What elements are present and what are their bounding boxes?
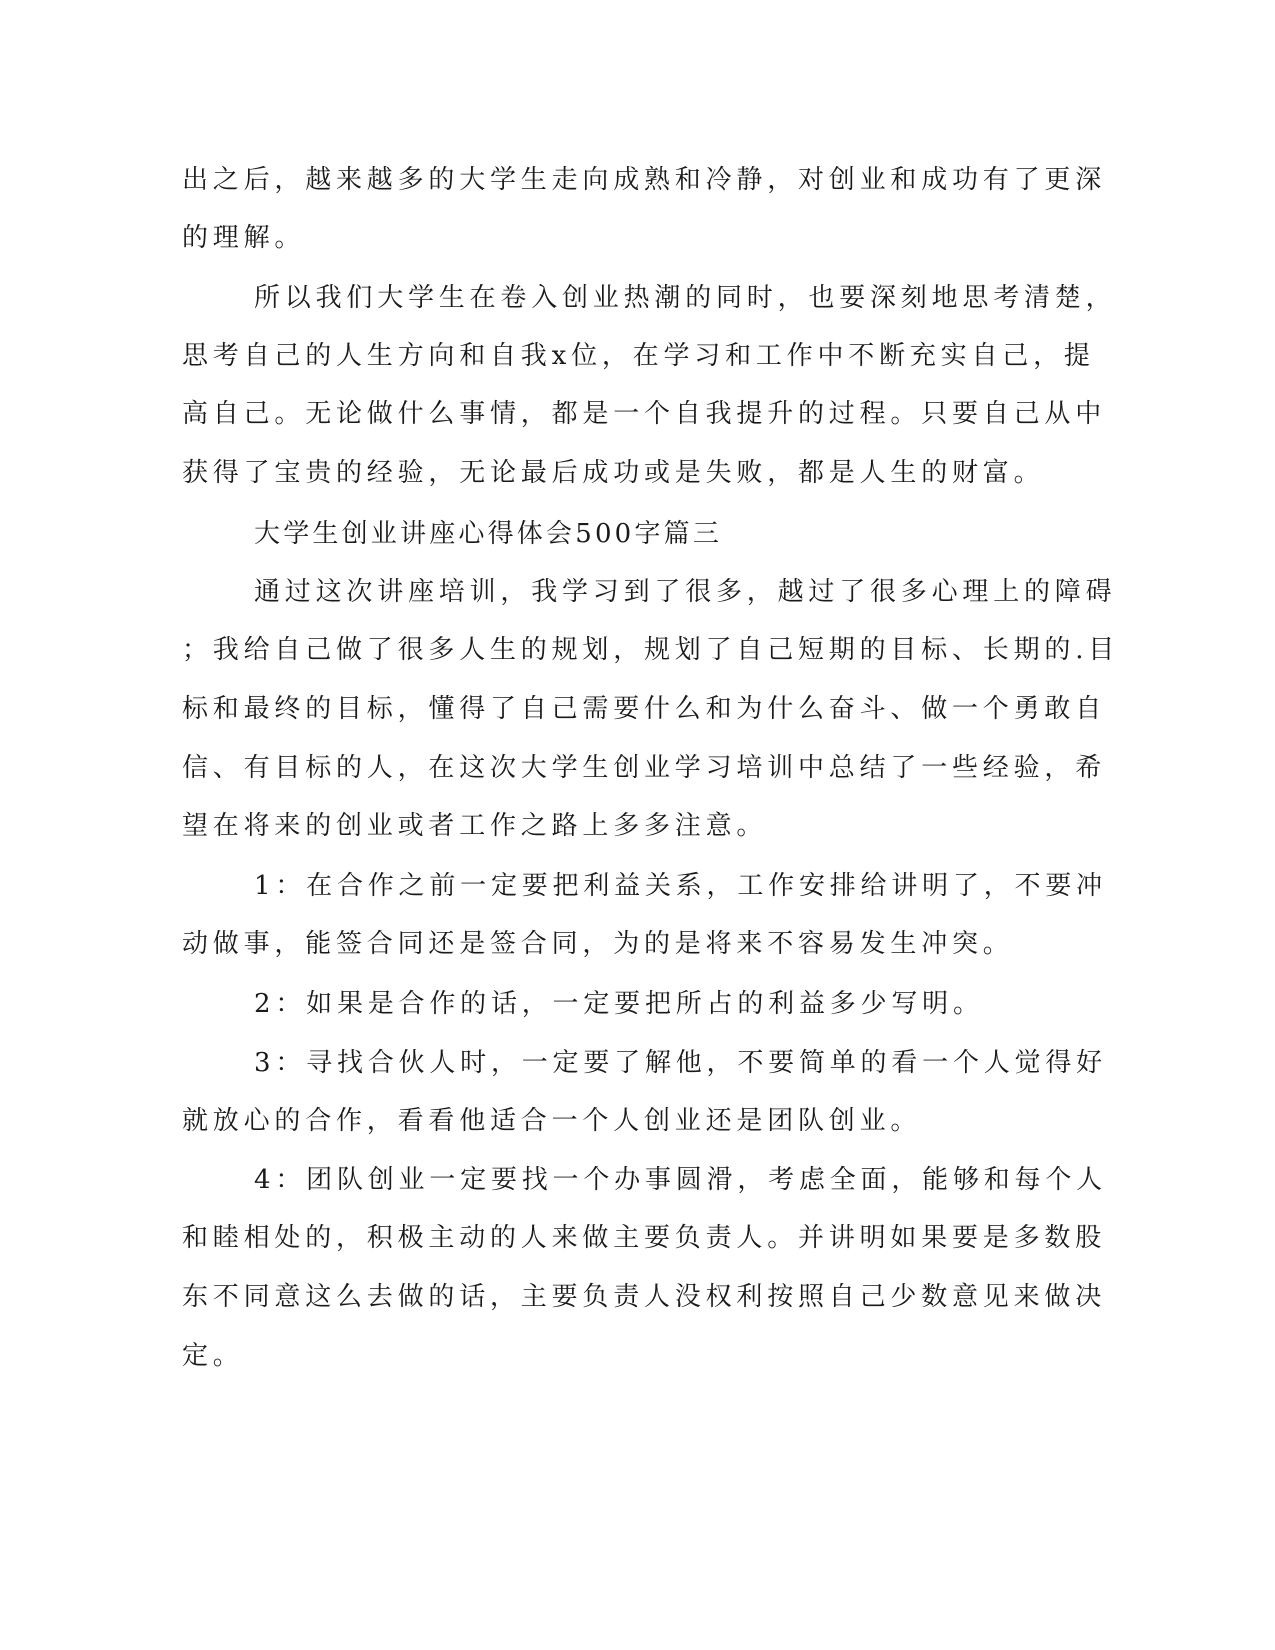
section-heading: 大学生创业讲座心得体会500字篇三 [254,519,723,549]
text-line: 1：在合作之前一定要把利益关系，工作安排给讲明了，不要冲 [254,871,1107,901]
text-line: 就放心的合作，看看他适合一个人创业还是团队创业。 [182,1106,922,1136]
text-line: 3：寻找合伙人时，一定要了解他，不要简单的看一个人觉得好 [254,1048,1107,1078]
text-line: 思考自己的人生方向和自我x位，在学习和工作中不断充实自己，提 [182,341,1095,371]
text-line: 定。 [182,1341,244,1371]
text-line: 东不同意这么去做的话，主要负责人没权利按照自己少数意见来做决 [182,1282,1107,1312]
text-line: 获得了宝贵的经验，无论最后成功或是失败，都是人生的财富。 [182,458,1045,488]
text-line: 望在将来的创业或者工作之路上多多注意。 [182,811,768,841]
text-line: 信、有目标的人，在这次大学生创业学习培训中总结了一些经验，希 [182,753,1107,783]
text-line: 高自己。无论做什么事情，都是一个自我提升的过程。只要自己从中 [182,399,1107,429]
text-line: 出之后，越来越多的大学生走向成熟和冷静，对创业和成功有了更深 [182,165,1107,195]
text-line: 的理解。 [182,223,306,253]
text-line: 标和最终的目标，懂得了自己需要什么和为什么奋斗、做一个勇敢自 [182,694,1107,724]
text-line: 4：团队创业一定要找一个办事圆滑，考虑全面，能够和每个人 [254,1165,1107,1195]
text-line: ；我给自己做了很多人生的规划，规划了自己短期的目标、长期的.目 [182,635,1120,665]
text-line: 和睦相处的，积极主动的人来做主要负责人。并讲明如果要是多数股 [182,1223,1107,1253]
text-line: 2：如果是合作的话，一定要把所占的利益多少写明。 [254,989,984,1019]
text-line: 动做事，能签合同还是签合同，为的是将来不容易发生冲突。 [182,929,1014,959]
text-line: 通过这次讲座培训，我学习到了很多，越过了很多心理上的障碍 [254,577,1117,607]
text-line: 所以我们大学生在卷入创业热潮的同时，也要深刻地思考清楚， [254,283,1117,313]
